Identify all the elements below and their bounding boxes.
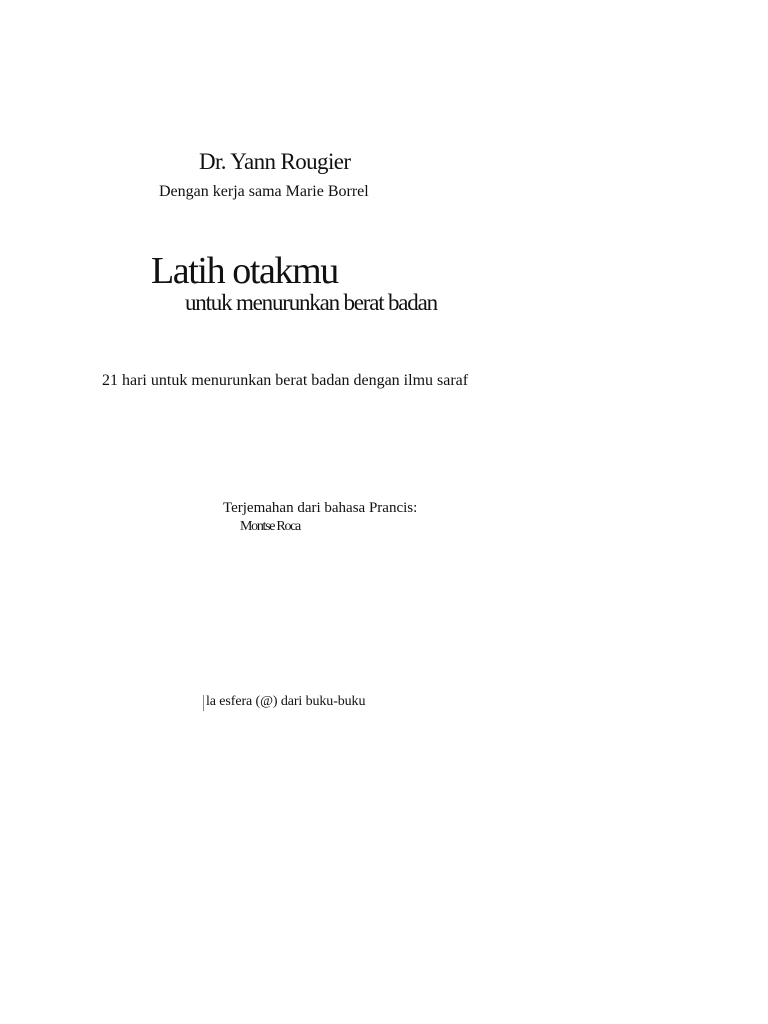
translator-name: Montse Roca xyxy=(240,519,300,534)
book-subtitle: untuk menurunkan berat badan xyxy=(185,290,437,315)
translation-note: Terjemahan dari bahasa Prancis: xyxy=(223,500,418,516)
author-name: Dr. Yann Rougier xyxy=(199,149,351,174)
book-title: Latih otakmu xyxy=(151,250,338,292)
book-tagline: 21 hari untuk menurunkan berat badan dengan ilmu saraf xyxy=(102,372,469,389)
publisher-imprint: la esfera (@) dari buku-buku xyxy=(203,695,365,711)
collaboration-credit: Dengan kerja sama Marie Borrel xyxy=(159,183,369,200)
